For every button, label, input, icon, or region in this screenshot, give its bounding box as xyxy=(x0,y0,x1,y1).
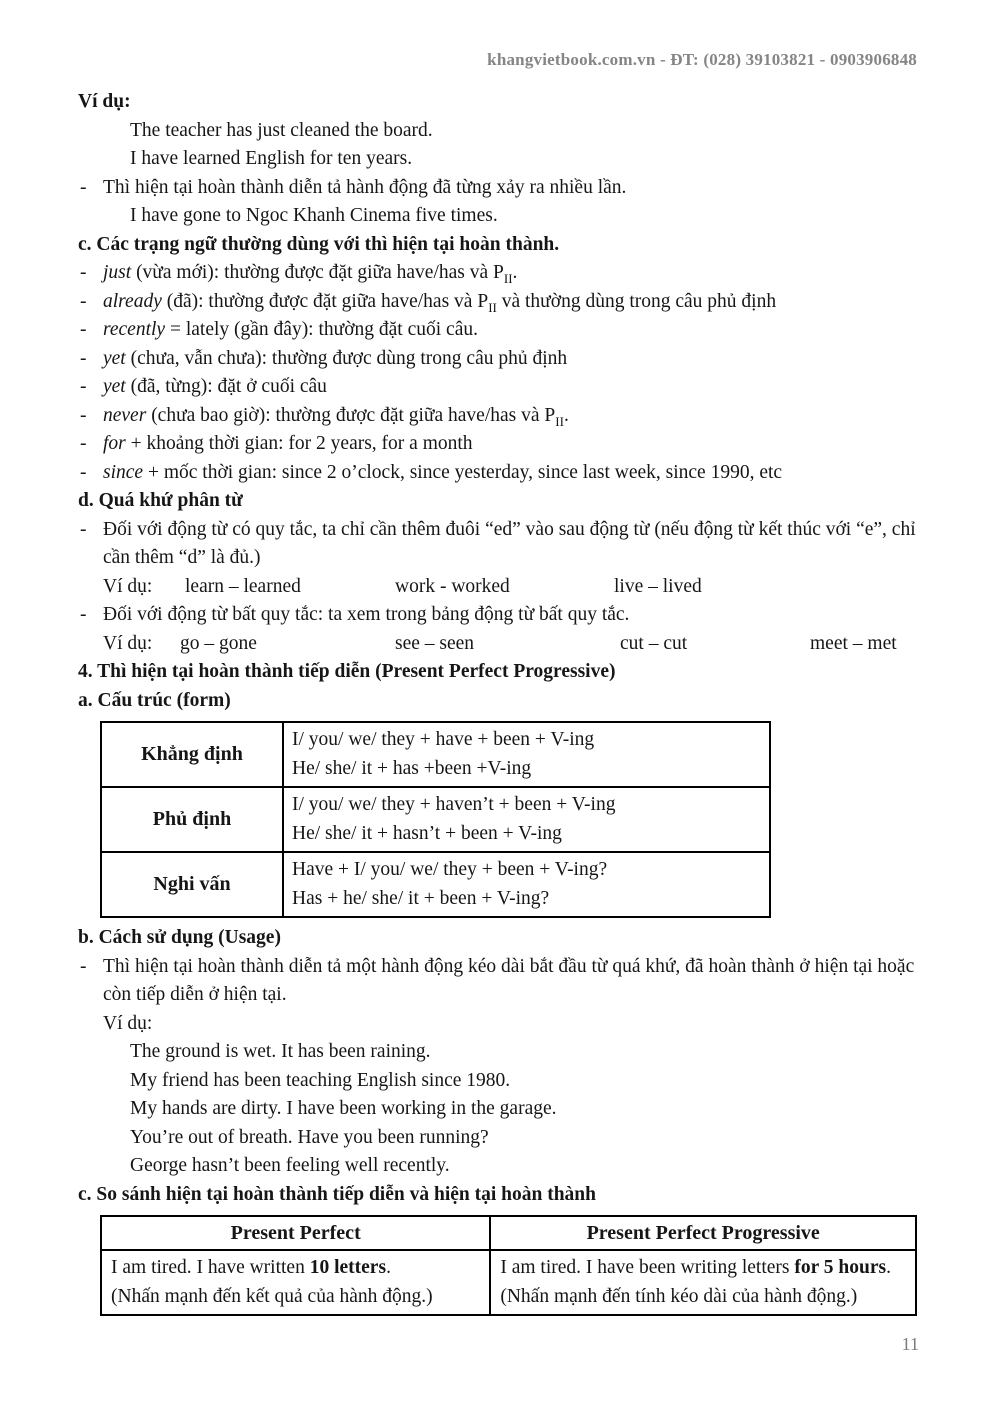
tab-item: live – lived xyxy=(614,575,702,597)
bullet-line xyxy=(78,373,917,402)
bullet-dash: - xyxy=(80,376,87,397)
text-run: You’re out of breath. Have you been running? xyxy=(130,1126,489,1148)
text-run: b. Cách sử dụng (Usage) xyxy=(78,927,281,948)
example-line xyxy=(78,117,917,146)
text-run: (đã): thường được đặt giữa have/has và P xyxy=(161,290,489,312)
text-run: + khoảng thời gian: for 2 years, for a month xyxy=(125,433,473,454)
tab-item: Ví dụ: xyxy=(103,575,153,597)
text-run: 4. Thì hiện tại hoàn thành tiếp diễn (Present Perfect Progressive) xyxy=(78,661,616,682)
example-line xyxy=(78,202,917,231)
bullet-dash: - xyxy=(80,347,87,369)
example-line xyxy=(78,1152,917,1181)
tab-item: see – seen xyxy=(395,632,475,654)
text-run: Ví dụ: xyxy=(78,91,131,112)
text-run: I have learned English for ten years. xyxy=(130,148,413,169)
tab-item: work - worked xyxy=(395,575,510,597)
bullet-dash: - xyxy=(80,319,87,340)
text-run: Thì hiện tại hoàn thành diễn tả một hành động kéo dài bắt đầu từ quá khứ, đã hoàn thành ở hiện tại hoặc còn tiếp diễn ở hiện tại. xyxy=(103,955,915,1005)
example-columns-line xyxy=(78,630,917,659)
text-run: c. So sánh hiện tại hoàn thành tiếp diễn và hiện tại hoàn thành xyxy=(78,1183,596,1205)
comparison-cell-present-perfect-progressive xyxy=(490,1250,916,1315)
example-line xyxy=(78,1124,917,1153)
text-run: George hasn’t been feeling well recently. xyxy=(130,1155,450,1176)
text-run: I am tired. I have written xyxy=(111,1257,310,1278)
text-run: never xyxy=(103,404,147,426)
section-heading xyxy=(78,1181,917,1210)
text-run: Đối với động từ có quy tắc, ta chỉ cần thêm đuôi “ed” vào sau động từ (nếu động từ kết thúc với “e”, chỉ cần thêm “d” là đủ.) xyxy=(103,518,916,568)
form-row-content xyxy=(283,852,770,917)
bullet-line xyxy=(78,516,917,573)
section-heading xyxy=(78,687,917,716)
text-run: Đối với động từ bất quy tắc: ta xem trong bảng động từ bất quy tắc. xyxy=(103,604,630,625)
form-row-label: Phủ định xyxy=(101,787,283,852)
tab-item: go – gone xyxy=(180,632,257,654)
bullet-line xyxy=(78,345,917,374)
form-line: Have + I/ you/ we/ they + been + V-ing? xyxy=(292,859,608,880)
table-row xyxy=(101,1250,916,1315)
form-line: I/ you/ we/ they + have + been + V-ing xyxy=(292,729,595,750)
text-run: . xyxy=(386,1257,391,1278)
text-run: (đã, từng): đặt ở cuối câu xyxy=(125,376,327,397)
bullet-dash: - xyxy=(80,290,87,312)
text-run: just xyxy=(103,262,132,283)
section-heading xyxy=(78,487,917,516)
bullet-dash: - xyxy=(80,955,87,977)
text-run: since xyxy=(103,461,144,483)
text-line xyxy=(78,1010,917,1039)
text-run: và thường dùng trong câu phủ định xyxy=(496,290,777,312)
content-section-usage xyxy=(78,924,917,1209)
example-line xyxy=(78,145,917,174)
text-run: (Nhấn mạnh đến tính kéo dài của hành động.) xyxy=(500,1285,858,1307)
bullet-line xyxy=(78,174,917,203)
section-heading xyxy=(78,88,917,117)
text-run: My friend has been teaching English since 1980. xyxy=(130,1069,511,1091)
example-line xyxy=(78,1038,917,1067)
text-run: c. Các trạng ngữ thường dùng với thì hiện tại hoàn thành. xyxy=(78,233,560,255)
form-row-content xyxy=(283,722,770,787)
form-row-label: Nghi vấn xyxy=(101,852,283,917)
bullet-dash: - xyxy=(80,461,87,483)
section-heading xyxy=(78,924,917,953)
table-row xyxy=(101,852,770,917)
bullet-dash: - xyxy=(80,404,87,426)
text-run: I am tired. I have been writing letters xyxy=(500,1257,795,1278)
text-run: d. Quá khứ phân từ xyxy=(78,490,243,511)
tab-item: meet – met xyxy=(810,632,897,654)
text-run: My hands are dirty. I have been working in the garage. xyxy=(130,1098,557,1119)
document-page xyxy=(78,88,917,1322)
bullet-line xyxy=(78,316,917,345)
bullet-dash: - xyxy=(80,518,87,540)
text-run: Thì hiện tại hoàn thành diễn tả hành động đã từng xảy ra nhiều lần. xyxy=(103,176,627,198)
text-run: The teacher has just cleaned the board. xyxy=(130,119,433,141)
text-run: . xyxy=(563,404,569,426)
table-header-row xyxy=(101,1216,916,1250)
comparison-header-present-perfect: Present Perfect xyxy=(101,1216,490,1250)
form-line: He/ she/ it + has +been +V-ing xyxy=(292,757,532,779)
tab-item: cut – cut xyxy=(620,632,688,654)
bullet-line xyxy=(78,402,917,431)
form-row-content xyxy=(283,787,770,852)
text-run: for 5 hours xyxy=(794,1257,887,1278)
bullet-dash: - xyxy=(80,176,87,198)
section-heading xyxy=(78,231,917,260)
text-run: for xyxy=(103,433,126,454)
form-line: He/ she/ it + hasn’t + been + V-ing xyxy=(292,822,562,844)
tab-item: learn – learned xyxy=(185,575,301,597)
text-run: = lately (gần đây): thường đặt cuối câu. xyxy=(165,319,478,340)
text-run: already xyxy=(103,290,162,312)
bullet-line xyxy=(78,430,917,459)
bullet-line xyxy=(78,459,917,488)
text-run: 10 letters xyxy=(309,1257,387,1278)
text-run: The ground is wet. It has been raining. xyxy=(130,1041,431,1062)
bullet-dash: - xyxy=(80,433,87,454)
comparison-table xyxy=(100,1215,917,1316)
example-columns-line xyxy=(78,573,917,602)
text-run: + mốc thời gian: since 2 o’clock, since yesterday, since last week, since 1990, etc xyxy=(143,461,783,483)
bullet-line xyxy=(78,259,917,288)
text-run: I have gone to Ngoc Khanh Cinema five times. xyxy=(130,205,498,226)
tab-item: Ví dụ: xyxy=(103,632,153,654)
bullet-line xyxy=(78,601,917,630)
example-line xyxy=(78,1095,917,1124)
text-run: yet xyxy=(103,376,126,397)
bullet-dash: - xyxy=(80,604,87,625)
form-line: Has + he/ she/ it + been + V-ing? xyxy=(292,887,550,909)
text-run: (chưa bao giờ): thường được đặt giữa have/has và P xyxy=(146,404,556,426)
example-line xyxy=(78,1067,917,1096)
bullet-dash: - xyxy=(80,262,87,283)
table-row xyxy=(101,722,770,787)
text-run: yet xyxy=(103,347,126,369)
site-header: khangvietbook.com.vn - ĐT: (028) 39103821 - 0903906848 xyxy=(487,50,917,69)
bullet-line xyxy=(78,288,917,317)
bullet-line xyxy=(78,953,917,1010)
text-run: (Nhấn mạnh đến kết quả của hành động.) xyxy=(111,1285,433,1307)
page-number: 11 xyxy=(901,1334,919,1354)
text-run: . xyxy=(512,262,518,283)
text-run: II xyxy=(555,413,564,429)
form-line: I/ you/ we/ they + haven’t + been + V-ing xyxy=(292,794,616,815)
form-structure-table xyxy=(100,721,771,918)
text-run: (chưa, vẫn chưa): thường được dùng trong câu phủ định xyxy=(125,347,568,369)
text-run: (vừa mới): thường được đặt giữa have/has và P xyxy=(131,262,504,283)
comparison-cell-present-perfect xyxy=(101,1250,490,1315)
text-run: II xyxy=(503,270,513,286)
table-row xyxy=(101,787,770,852)
content-section-grammar-adverbs xyxy=(78,88,917,715)
text-run: a. Cấu trúc (form) xyxy=(78,689,231,711)
text-run: recently xyxy=(103,319,166,340)
form-row-label: Khẳng định xyxy=(101,722,283,787)
text-run: II xyxy=(488,299,497,315)
text-run: . xyxy=(886,1257,891,1278)
section-heading xyxy=(78,658,917,687)
comparison-header-present-perfect-progressive: Present Perfect Progressive xyxy=(490,1216,916,1250)
text-run: Ví dụ: xyxy=(103,1012,153,1034)
